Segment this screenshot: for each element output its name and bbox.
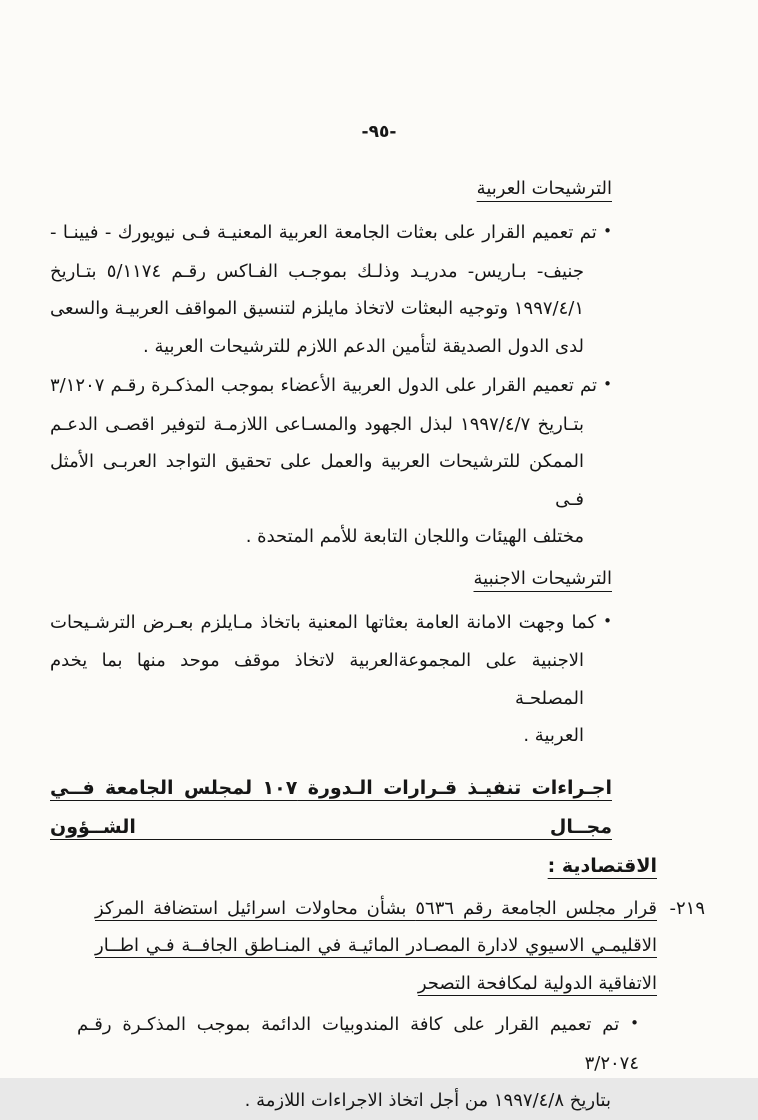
text-line: بتـاريخ ١٩٩٧/٤/٧ لبذل الجهود والمسـاعى اللازمـة لتوفير اقصـى الدعـم	[50, 413, 584, 435]
section-title-economic-affairs	[50, 769, 657, 886]
text-line	[50, 214, 612, 253]
text-line	[50, 769, 612, 847]
section-title-text: الترشيحات العربية	[476, 178, 612, 199]
text-line-content: قرار مجلس الجامعة رقم ٥٦٣٦ بشأن محاولات اسرائيل استضافة المركز	[95, 897, 657, 919]
resolution-item-219	[95, 890, 705, 1003]
text-line: ١٩٩٧/٤/١ وتوجيه البعثات لاتخاذ مايلزم لتنسيق المواقف العربيـة والسعى	[50, 298, 584, 319]
bullet-icon: •	[630, 1014, 639, 1032]
text-line: الاجنبية على المجموعةالعربية لاتخاذ موقف موحد منها بما يخدم المصلحـة	[50, 650, 584, 709]
paragraph-delegations-circulation	[77, 1006, 639, 1120]
item-text	[95, 890, 657, 1003]
text-line-content: تم تعميم القرار على كافة المندوبيات الدائمة بموجب المذكـرة رقـم ٣/٢٠٧٤	[77, 1014, 639, 1074]
bullet-icon: •	[603, 375, 612, 393]
paragraph-memo-circulation	[50, 367, 612, 556]
text-line	[77, 1006, 639, 1082]
section-title-foreign-nominations	[50, 564, 612, 594]
text-line	[95, 965, 657, 1003]
text-line-content: اجـراءات تنفيـذ قـرارات الـدورة ١٠٧ لمجلس الجامعة فــي مجــال الشــؤون	[50, 776, 612, 838]
text-line: جنيف- بـاريس- مدريـد وذلـك بموجـب الفـاكس رقـم ٥/١١٧٤ بتـاريخ	[50, 260, 584, 282]
paragraph-fax-circulation	[50, 214, 612, 365]
text-line-content: تم تعميم القرار على بعثات الجامعة العربية المعنيـة فـى نيويورك - فيينـا -	[50, 222, 597, 243]
item-number: ٢١٩-	[669, 897, 705, 919]
paragraph-foreign-missions	[50, 604, 612, 755]
text-line-content: الاقتصادية :	[547, 854, 657, 877]
text-line-content: الاقليمـي الاسيوي لادارة المصـادر المائيـة في المنـاطق الجافــة فـي اطــار	[95, 935, 657, 956]
text-line-content: كما وجهت الامانة العامة بعثاتها المعنية باتخاذ مـايلزم بعـرض الترشـيحات	[50, 611, 597, 633]
text-line-content: تم تعميم القرار على الدول العربية الأعضاء بموجب المذكـرة رقـم ٣/١٢٠٧	[50, 375, 598, 396]
page-number: -٩٥-	[361, 122, 397, 142]
bullet-icon: •	[603, 611, 612, 630]
text-line	[95, 847, 657, 886]
text-line	[95, 927, 657, 965]
bullet-icon: •	[603, 222, 612, 240]
text-line-content: الاتفاقية الدولية لمكافحة التصحر	[417, 972, 657, 994]
text-line: العربية .	[523, 725, 584, 746]
document-content	[0, 142, 758, 1120]
section-title-arab-nominations	[50, 174, 612, 204]
text-line	[50, 604, 612, 643]
text-line: لدى الدول الصديقة لتأمين الدعم اللازم للترشيحات العربية .	[143, 335, 584, 357]
text-line: الممكن للترشيحات العربية والعمل على تحقيق التواجد العربـى الأمثل فـى	[50, 451, 584, 510]
text-line: مختلف الهيئات واللجان التابعة للأمم المتحدة .	[245, 526, 584, 547]
text-line	[50, 367, 612, 406]
section-title-text: الترشيحات الاجنبية	[473, 567, 612, 589]
text-line	[95, 890, 657, 928]
text-line: بتاريخ ١٩٩٧/٤/٨ من أجل اتخاذ الاجراءات اللازمة .	[244, 1090, 611, 1111]
